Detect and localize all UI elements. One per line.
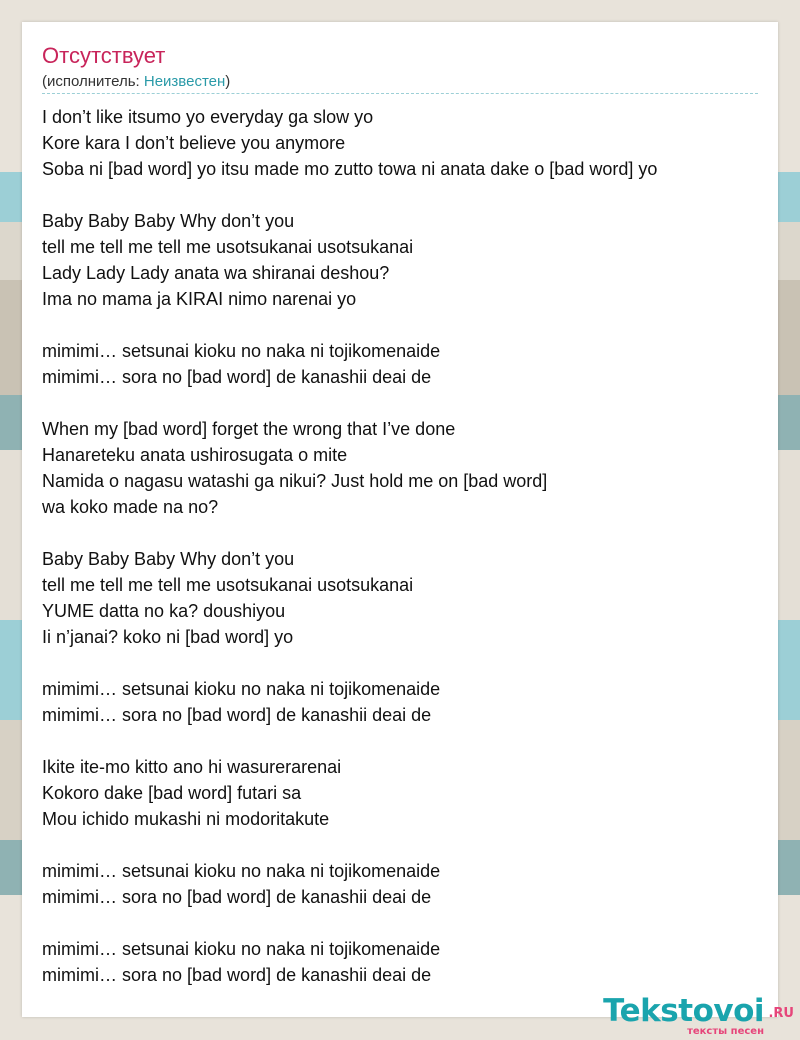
- lyrics-stanza: [42, 858, 758, 910]
- lyrics-stanza: [42, 754, 758, 832]
- lyrics-line: Lady Lady Lady anata wa shiranai deshou?: [42, 263, 390, 283]
- lyrics-line: Namida o nagasu watashi ga nikui? Just hold me on [bad word]: [42, 471, 548, 491]
- artist-line: [42, 72, 230, 92]
- divider: [42, 93, 758, 94]
- lyrics-text: [42, 104, 758, 1014]
- lyrics-stanza: [42, 936, 758, 988]
- lyrics-stanza: [42, 104, 758, 182]
- lyrics-line: tell me tell me tell me usotsukanai usotsukanai: [42, 575, 414, 595]
- lyrics-stanza: [42, 416, 758, 520]
- lyrics-line: mimimi… sora no [bad word] de kanashii deai de: [42, 367, 432, 387]
- lyrics-line: mimimi… setsunai kioku no naka ni tojikomenaide: [42, 341, 441, 361]
- artist-prefix: (исполнитель:: [42, 73, 144, 90]
- lyrics-stanza: [42, 208, 758, 312]
- lyrics-line: mimimi… setsunai kioku no naka ni tojikomenaide: [42, 861, 441, 881]
- lyrics-stanza: [42, 546, 758, 650]
- lyrics-line: tell me tell me tell me usotsukanai usotsukanai: [42, 237, 414, 257]
- logo-tagline: тексты песен: [687, 1026, 764, 1037]
- lyrics-stanza: [42, 338, 758, 390]
- lyrics-line: mimimi… sora no [bad word] de kanashii deai de: [42, 887, 432, 907]
- lyrics-line: Hanareteku anata ushirosugata o mite: [42, 445, 348, 465]
- lyrics-line: Mou ichido mukashi ni modoritakute: [42, 809, 330, 829]
- site-logo[interactable]: [584, 994, 794, 1040]
- logo-tld: .RU: [768, 1006, 794, 1021]
- artist-link[interactable]: Неизвестен: [143, 73, 226, 90]
- lyrics-stanza: [42, 676, 758, 728]
- lyrics-line: mimimi… setsunai kioku no naka ni tojikomenaide: [42, 679, 441, 699]
- lyrics-line: Ii n’janai? koko ni [bad word] yo: [42, 627, 294, 647]
- lyrics-line: Kokoro dake [bad word] futari sa: [42, 783, 302, 803]
- lyrics-line: Kore kara I don’t believe you anymore: [42, 133, 346, 153]
- lyrics-card: [22, 22, 778, 1017]
- song-title: Отсутствует: [42, 43, 166, 68]
- lyrics-line: I don’t like itsumo yo everyday ga slow yo: [42, 107, 374, 127]
- logo-name: Tekstovoi: [603, 993, 764, 1029]
- lyrics-line: mimimi… sora no [bad word] de kanashii deai de: [42, 965, 432, 985]
- lyrics-line: When my [bad word] forget the wrong that I’ve done: [42, 419, 456, 439]
- lyrics-line: YUME datta no ka? doushiyou: [42, 601, 286, 621]
- lyrics-line: Baby Baby Baby Why don’t you: [42, 549, 295, 569]
- lyrics-line: Ikite ite-mo kitto ano hi wasurerarenai: [42, 757, 342, 777]
- artist-suffix: ): [225, 73, 231, 90]
- lyrics-line: Ima no mama ja KIRAI nimo narenai yo: [42, 289, 357, 309]
- lyrics-line: mimimi… sora no [bad word] de kanashii deai de: [42, 705, 432, 725]
- lyrics-line: Soba ni [bad word] yo itsu made mo zutto towa ni anata dake o [bad word] yo: [42, 159, 658, 179]
- lyrics-line: Baby Baby Baby Why don’t you: [42, 211, 295, 231]
- lyrics-line: mimimi… setsunai kioku no naka ni tojikomenaide: [42, 939, 441, 959]
- lyrics-line: wa koko made na no?: [42, 497, 219, 517]
